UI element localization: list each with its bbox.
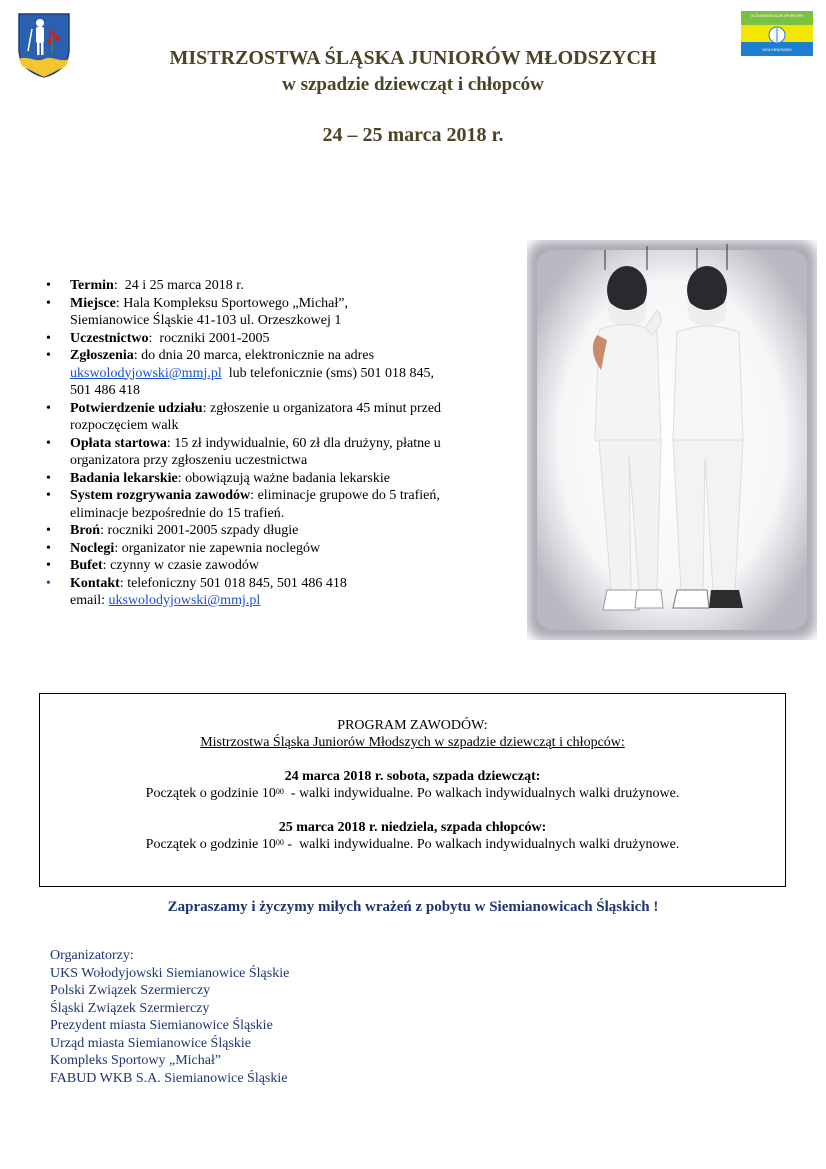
svg-text:WOŁODYJOWSKI: WOŁODYJOWSKI xyxy=(762,48,792,52)
organizer-item: Kompleks Sportowy „Michał” xyxy=(50,1053,222,1068)
organizer-item: FABUD WKB S.A. Siemianowice Śląskie xyxy=(50,1070,288,1086)
detail-miejsce: • Miejsce: Hala Kompleksu Sportowego „Michał”, Siemianowice Śląskie 41-103 ul. Orzeszkowej 1 xyxy=(42,295,492,330)
organizer-item: Polski Związek Szermierczy xyxy=(50,983,211,998)
page-title: MISTRZOSTWA ŚLĄSKA JUNIORÓW MŁODSZYCH xyxy=(169,47,657,69)
organizer-item: Śląski Związek Szermierczy xyxy=(50,1000,210,1016)
fencers-photo xyxy=(527,240,817,640)
detail-bron: • Broń: roczniki 2001-2005 szpady długie xyxy=(42,522,492,540)
organizers-list xyxy=(50,947,289,1087)
organizer-item: Urząd miasta Siemianowice Śląskie xyxy=(50,1035,251,1051)
program-subtitle: Mistrzostwa Śląska Juniorów Młodszych w szpadzie dziewcząt i chłopców: xyxy=(200,735,625,750)
detail-termin: • Termin: 24 i 25 marca 2018 r. xyxy=(42,277,492,295)
program-box xyxy=(39,693,786,887)
contact-email-link[interactable]: ukswolodyjowski@mmj.pl xyxy=(108,593,261,608)
invitation-text: Zapraszamy i życzymy miłych wrażeń z pobytu w Siemianowicach Śląskich ! xyxy=(167,899,659,915)
detail-badania: • Badania lekarskie: obowiązują ważne badania lekarskie xyxy=(42,470,492,488)
program-day2-text: Początek o godzinie $10^{00}$ - walki indywidualne. Po walkach indywidualnych walki drużynowe. xyxy=(145,837,680,852)
detail-uczestnictwo: • Uczestnictwo: roczniki 2001-2005 xyxy=(42,330,492,348)
svg-text:UCZNIOWSKI KLUB SPORTOWY: UCZNIOWSKI KLUB SPORTOWY xyxy=(750,14,804,18)
organizer-item: Prezydent miasta Siemianowice Śląskie xyxy=(50,1018,273,1033)
detail-noclegi: • Noclegi: organizator nie zapewnia noclegów xyxy=(42,540,492,558)
detail-bufet: • Bufet: czynny w czasie zawodów xyxy=(42,557,492,575)
detail-potwierdzenie: • Potwierdzenie udziału: zgłoszenie u organizatora 45 minut przed rozpoczęciem walk xyxy=(42,400,492,435)
program-day1-title: 24 marca 2018 r. sobota, szpada dziewcząt: xyxy=(284,769,541,784)
organizers-heading: Organizatorzy: xyxy=(50,948,134,963)
program-day1-text: Początek o godzinie $10^{00}$ - walki indywidualne. Po walkach indywidualnych walki drużynowe. xyxy=(145,786,680,801)
program-title: PROGRAM ZAWODÓW: xyxy=(337,718,488,733)
program-day2-title: 25 marca 2018 r. niedziela, szpada chłopców: xyxy=(278,820,547,835)
detail-kontakt: • Kontakt: telefoniczny 501 018 845, 501 486 418 email: ukswolodyjowski@mmj.pl xyxy=(42,575,492,610)
page-subtitle: w szpadzie dziewcząt i chłopców xyxy=(282,74,544,95)
event-details-list xyxy=(42,277,492,610)
detail-zgloszenia: • Zgłoszenia: do dnia 20 marca, elektronicznie na adres ukswolodyjowski@mmj.pl lub telefonicznie (sms) 501 018 845, 501 486 418 xyxy=(42,347,492,400)
registration-email-link[interactable]: ukswolodyjowski@mmj.pl xyxy=(70,365,222,381)
organizer-item: UKS Wołodyjowski Siemianowice Śląskie xyxy=(50,965,290,981)
detail-oplata: • Opłata startowa: 15 zł indywidualnie, 60 zł dla drużyny, płatne u organizatora przy zgłoszeniu uczestnictwa xyxy=(42,435,492,470)
detail-system: • System rozgrywania zawodów: eliminacje grupowe do 5 trafień, eliminacje bezpośrednie do 15 trafień. xyxy=(42,487,492,522)
event-date: 24 – 25 marca 2018 r. xyxy=(322,124,504,146)
